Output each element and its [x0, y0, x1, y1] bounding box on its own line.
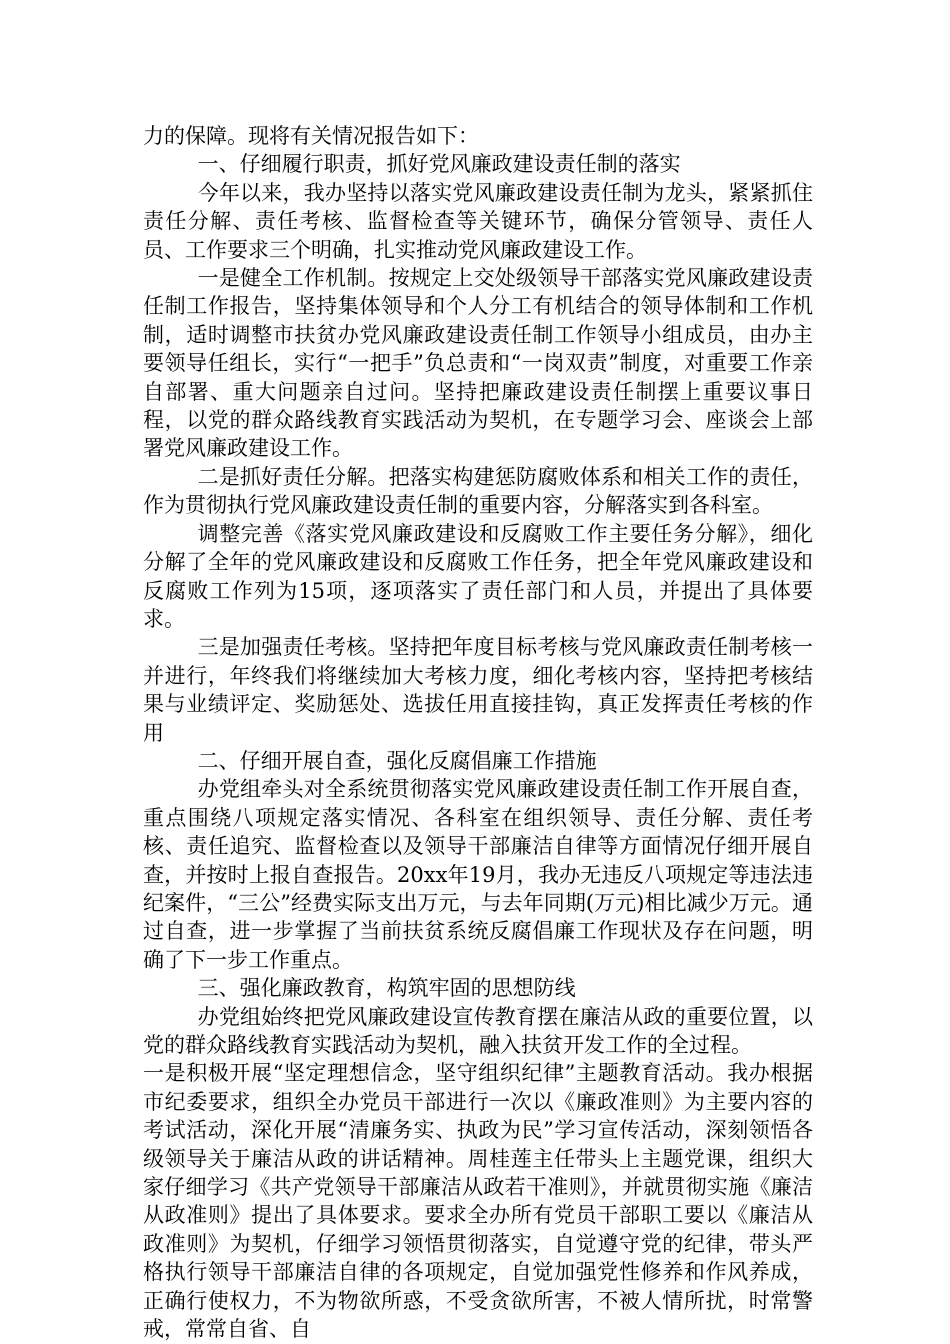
- paragraph: 三是加强责任考核。坚持把年度目标考核与党风廉政责任制考核一并进行，年终我们将继续加大考核力度，细化考核内容，坚持把考核结果与业绩评定、奖励惩处、选拔任用直接挂钩，真正发挥责任考核的作用: [143, 635, 813, 745]
- paragraph-continuation: 力的保障。现将有关情况报告如下：: [143, 124, 479, 148]
- paragraph: 办党组始终把党风廉政建设宣传教育摆在廉洁从政的重要位置，以党的群众路线教育实践活动为契机，融入扶贫开发工作的全过程。: [143, 1004, 813, 1057]
- section-heading-2: 二、仔细开展自查，强化反腐倡廉工作措施: [197, 748, 597, 773]
- paragraph: 一是积极开展“坚定理想信念，坚守组织纪律”主题教育活动。我办根据市纪委要求，组织全办党员干部进行一次以《廉政准则》为主要内容的考试活动，深化开展“清廉务实、执政为民”学习宣传活动，深刻领悟各级领导关于廉洁从政的讲话精神。周桂莲主任带头上主题党课，组织大家仔细学习《共产党领导干部廉洁从政若干准则》，并就贯彻实施《廉洁从政准则》提出了具体要求。要求全办所有党员干部职工要以《廉洁从政准则》为契机，仔细学习领悟贯彻落实，自觉遵守党的纪律，带头严格执行领导干部廉洁自律的各项规定，自觉加强党性修养和作风养成，正确行使权力，不为物欲所惑，不受贪欲所害，不被人情所扰，时常警戒，常常自省、自: [143, 1061, 813, 1342]
- document-body: [143, 122, 813, 1343]
- paragraph: 今年以来，我办坚持以落实党风廉政建设责任制为龙头，紧紧抓住责任分解、责任考核、监督检查等关键环节，确保分管领导、责任人员、工作要求三个明确，扎实推动党风廉政建设工作。: [143, 180, 813, 262]
- paragraph: 调整完善《落实党风廉政建设和反腐败工作主要任务分解》，细化分解了全年的党风廉政建设和反腐败工作任务，把全年党风廉政建设和反腐败工作列为15项，逐项落实了责任部门和人员，并提出了具体要求。: [143, 521, 813, 631]
- section-heading-3: 三、强化廉政教育，构筑牢固的思想防线: [197, 976, 576, 1001]
- paragraph: 办党组牵头对全系统贯彻落实党风廉政建设责任制工作开展自查，重点围绕八项规定落实情况、各科室在组织领导、责任分解、责任考核、责任追究、监督检查以及领导干部廉洁自律等方面情况仔细开展自查，并按时上报自查报告。20xx年19月，我办无违反八项规定等违法违纪案件，“三公”经费实际支出万元，与去年同期(万元)相比减少万元。通过自查，进一步掌握了当前扶贫系统反腐倡廉工作现状及存在问题，明确了下一步工作重点。: [143, 777, 813, 972]
- paragraph: 二是抓好责任分解。把落实构建惩防腐败体系和相关工作的责任，作为贯彻执行党风廉政建设责任制的重要内容，分解落实到各科室。: [143, 464, 813, 518]
- section-heading-1: 一、仔细履行职责，抓好党风廉政建设责任制的落实: [197, 152, 681, 177]
- paragraph: 一是健全工作机制。按规定上交处级领导干部落实党风廉政建设责任制工作报告，坚持集体领导和个人分工有机结合的领导体制和工作机制，适时调整市扶贫办党风廉政建设责任制工作领导小组成员，由办主要领导任组长，实行“一把手”负总责和“一岗双责”制度，对重要工作亲自部署、重大问题亲自过问。坚持把廉政建设责任制摆上重要议事日程，以党的群众路线教育实践活动为契机，在专题学习会、座谈会上部署党风廉政建设工作。: [143, 266, 813, 461]
